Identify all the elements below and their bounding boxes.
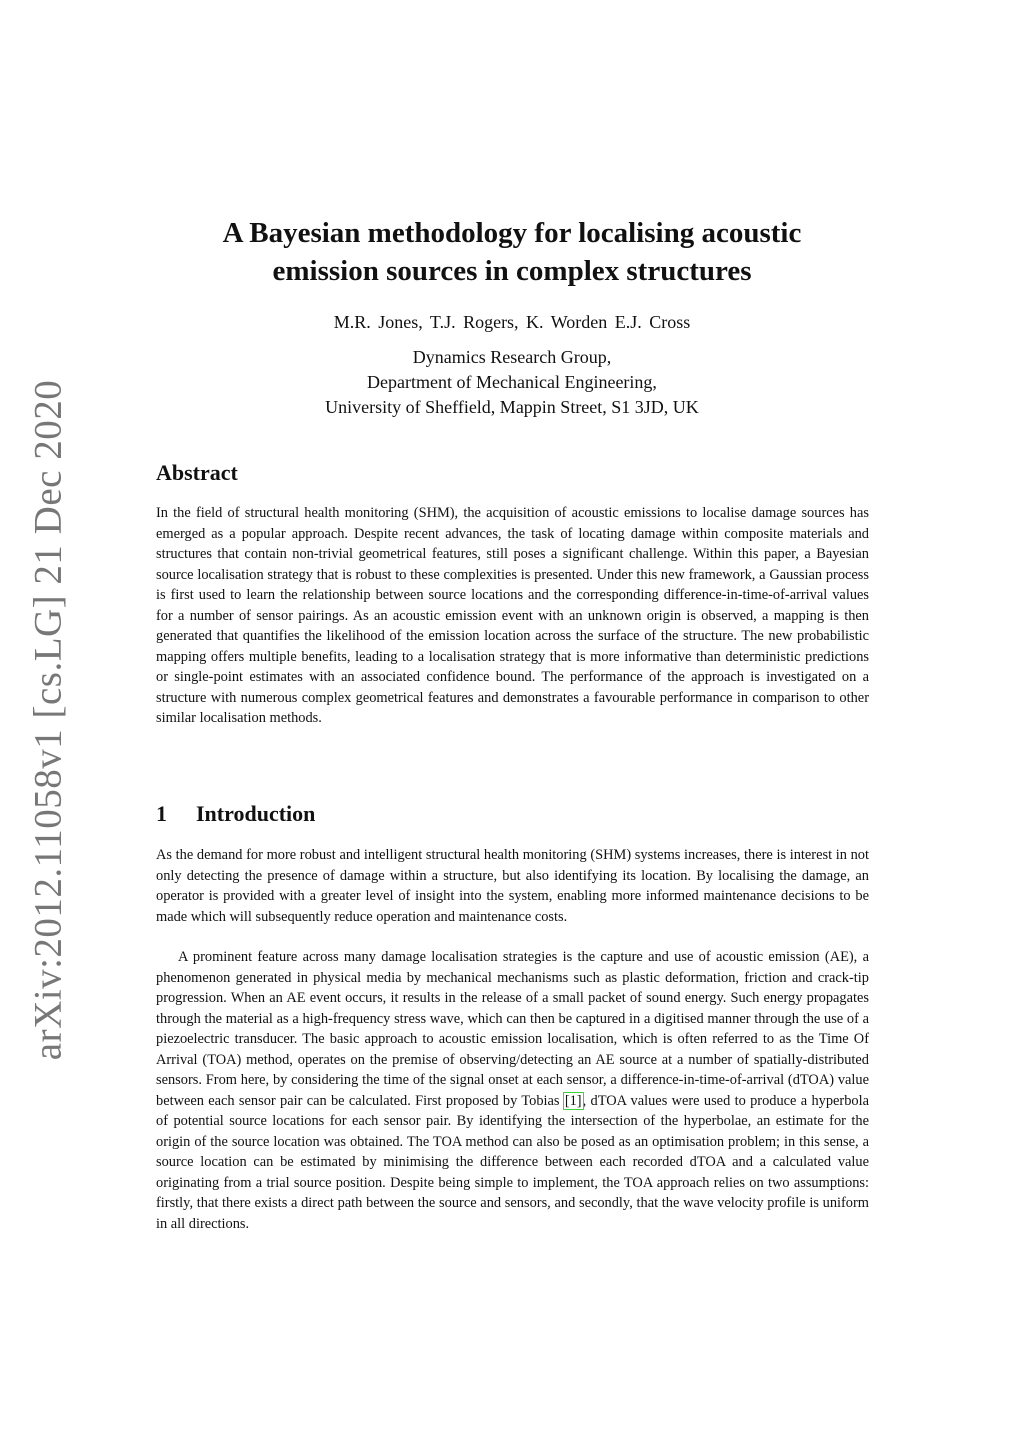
intro-paragraph-2-part-1: A prominent feature across many damage localisation strategies is the capture and use of acoustic emission (AE), a phenomenon generated in physical media by mechanical mechanisms such as plastic deformation, friction and crack-tip progression. When an AE event occurs, it results in the release of a small packet of sound energy. Such energy propagates through the material as a high-frequency stress wave, which can then be captured in a digitised manner through the use of a piezoelectric transducer. The basic approach to acoustic emission localisation, which is often referred to as the Time Of Arrival (TOA) method, operates on the premise of observing/detecting an AE source at a number of spatially-distributed sensors. From here, by considering the time of the signal onset at each sensor, a difference-in-time-of-arrival (dTOA) value between each sensor pair can be calculated. First proposed by Tobias: [156, 949, 869, 1109]
intro-paragraph-2: [156, 947, 869, 1234]
intro-paragraph-2-part-2: , dTOA values were used to produce a hyperbola of potential source locations for each sensor pair. By identifying the intersection of the hyperbolae, an estimate for the origin of the source location was obtained. The TOA method can also be posed as an optimisation problem; in this sense, a source location can be estimated by minimising the difference between each recorded dTOA and a calculated value originating from a trial source position. Despite being simple to implement, the TOA approach relies on two assumptions: firstly, that there exists a direct path between the source and sensors, and secondly, that the wave velocity profile is uniform in all directions.: [156, 1092, 869, 1232]
arxiv-watermark: arXiv:2012.11058v1 [cs.LG] 21 Dec 2020: [26, 379, 70, 1061]
affiliation-line-2: Department of Mechanical Engineering,: [367, 372, 657, 392]
affiliation-line-3: University of Sheffield, Mappin Street, S1 3JD, UK: [325, 397, 699, 417]
title-line-1: A Bayesian methodology for localising acoustic: [222, 217, 802, 249]
title-line-2: emission sources in complex structures: [272, 255, 752, 287]
author-list: M.R. Jones, T.J. Rogers, K. Worden E.J. Cross: [333, 312, 691, 332]
introduction-heading: [156, 801, 315, 827]
citation-link[interactable]: [1]: [564, 1092, 582, 1109]
section-title: Introduction: [196, 801, 316, 826]
intro-paragraph-1: As the demand for more robust and intelligent structural health monitoring (SHM) systems increases, there is interest in not only detecting the presence of damage within a structure, but also identifying its location. By localising the damage, an operator is provided with a greater level of insight into the system, enabling more informed maintenance decisions to be made which will subsequently reduce operation and maintenance costs.: [156, 847, 869, 925]
affiliation: [150, 345, 874, 420]
section-number: 1: [156, 801, 167, 826]
abstract-heading: Abstract: [156, 460, 238, 485]
affiliation-line-1: Dynamics Research Group,: [412, 347, 612, 367]
abstract-text: In the field of structural health monitoring (SHM), the acquisition of acoustic emissions to localise damage sources has emerged as a popular approach. Despite recent advances, the task of locating damage within composite materials and structures that contain non-trivial geometrical features, still poses a significant challenge. Within this paper, a Bayesian source localisation strategy that is robust to these complexities is presented. Under this new framework, a Gaussian process is first used to learn the relationship between source locations and the corresponding difference-in-time-of-arrival values for a number of sensor pairings. As an acoustic emission event with an unknown origin is observed, a mapping is then generated that quantifies the likelihood of the emission location across the surface of the structure. The new probabilistic mapping offers multiple benefits, leading to a localisation strategy that is more informative than deterministic predictions or single-point estimates with an associated confidence bound. The performance of the approach is investigated on a structure with numerous complex geometrical features and demonstrates a favourable performance in comparison to other similar localisation methods.: [156, 505, 869, 726]
paper-title: [130, 214, 894, 290]
